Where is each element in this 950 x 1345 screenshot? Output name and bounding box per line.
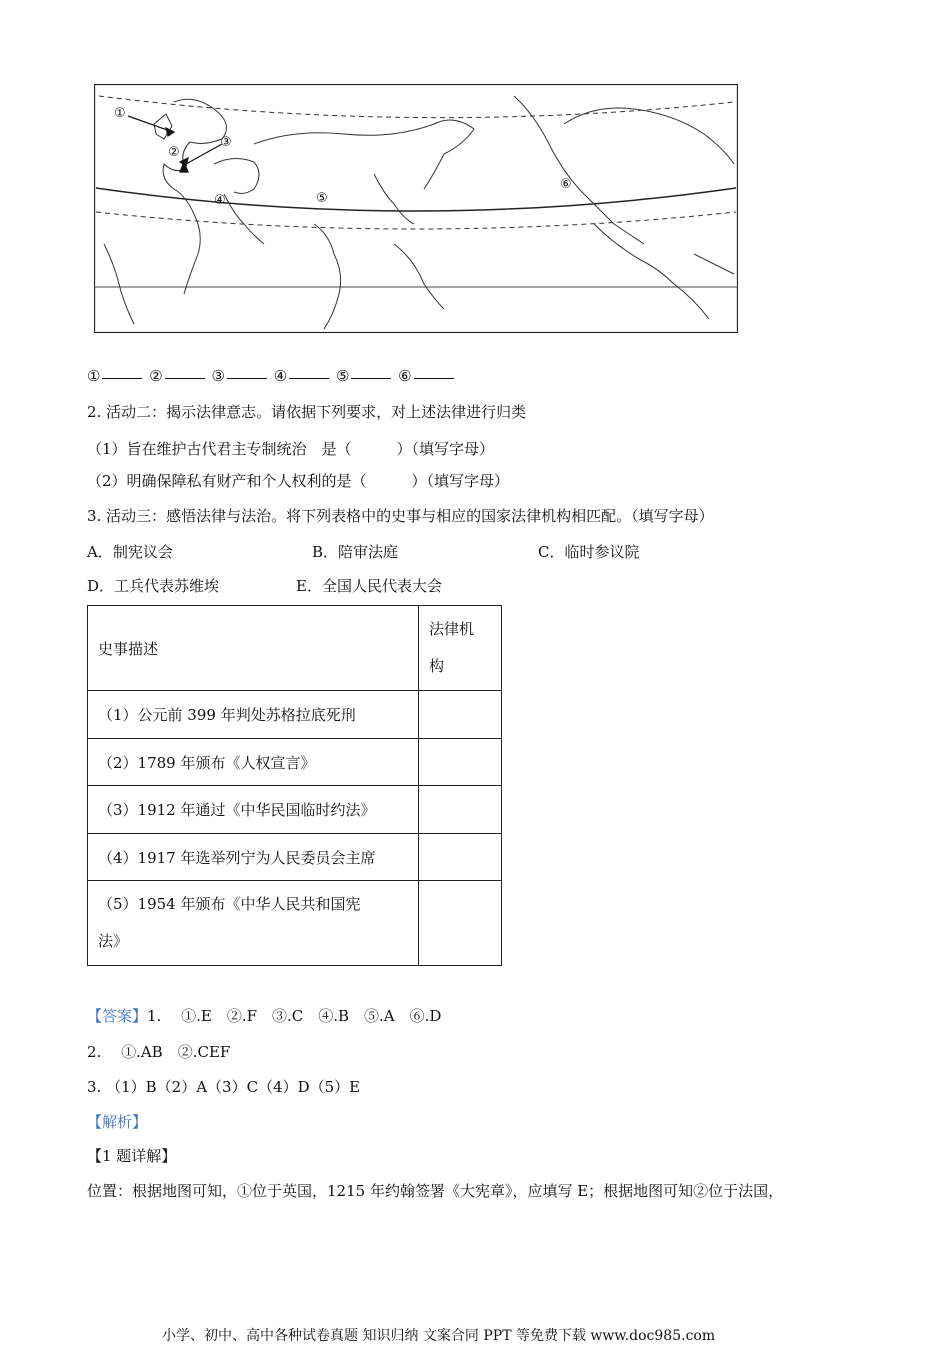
question-2-title: 2. 活动二：揭示法律意志。请依据下列要求，对上述法律进行归类 bbox=[87, 403, 527, 421]
blank-label: ① bbox=[87, 367, 101, 385]
matching-table bbox=[87, 605, 502, 966]
header-org-line: 法律机 bbox=[429, 620, 475, 638]
option-e: E．全国人民代表大会 bbox=[296, 577, 442, 595]
map-marker: ④ bbox=[214, 193, 226, 208]
table-row-event-line: （5）1954 年颁布《中华人民共和国宪 bbox=[98, 895, 361, 913]
table-row-answer-cell[interactable] bbox=[419, 786, 502, 834]
table-row-answer-cell[interactable] bbox=[419, 739, 502, 786]
table-row-event: （2）1789 年颁布《人权宣言》 bbox=[88, 739, 419, 786]
answer-line-3: 3. （1）B（2）A（3）C（4）D（5）E bbox=[87, 1078, 361, 1096]
table-row-event: （4）1917 年选举列宁为人民委员会主席 bbox=[88, 834, 419, 881]
answer-tag: 【答案】 bbox=[87, 1007, 148, 1025]
question-3-title: 3. 活动三：感悟法律与法治。将下列表格中的史事与相应的国家法律机构相匹配。（填写字母） bbox=[87, 507, 714, 525]
answer-line-1 bbox=[87, 1005, 441, 1026]
map-marker: ⑥ bbox=[560, 177, 572, 192]
answer-blank[interactable] bbox=[351, 377, 391, 379]
answer-blank[interactable] bbox=[414, 377, 454, 379]
blank-label: ④ bbox=[273, 367, 288, 385]
table-row-event bbox=[88, 881, 419, 966]
answer-blank[interactable] bbox=[289, 377, 329, 379]
analysis-text: 位置：根据地图可知，①位于英国，1215 年约翰签署《大宪章》，应填写 E；根据地图可知②位于法国， bbox=[87, 1182, 784, 1200]
option-a: A．制宪议会 bbox=[87, 543, 173, 561]
map-marker: ③ bbox=[220, 135, 232, 150]
answer-blank[interactable] bbox=[102, 377, 142, 379]
header-org-line: 构 bbox=[429, 657, 445, 675]
answer-blank[interactable] bbox=[227, 377, 267, 379]
table-row-answer-cell[interactable] bbox=[419, 881, 502, 966]
map-marker: ② bbox=[168, 145, 180, 160]
answer-line-2: 2. ①.AB ②.CEF bbox=[87, 1043, 231, 1061]
table-row-event: （3）1912 年通过《中华民国临时约法》 bbox=[88, 786, 419, 834]
table-row-event-line: 法》 bbox=[98, 932, 129, 950]
option-b: B．陪审法庭 bbox=[312, 543, 399, 561]
blank-label: ⑤ bbox=[335, 367, 350, 385]
blank-label: ③ bbox=[211, 367, 225, 385]
table-row-answer-cell[interactable] bbox=[419, 691, 502, 739]
table-row-event: （1）公元前 399 年判处苏格拉底死刑 bbox=[88, 691, 419, 739]
world-map-figure bbox=[94, 84, 738, 333]
option-c: C．临时参议院 bbox=[538, 543, 640, 561]
question-2-item-1: （1）旨在维护古代君主专制统治 是（ ）（填写字母） bbox=[87, 440, 495, 458]
map-answer-blanks bbox=[87, 367, 456, 385]
blank-label: ② bbox=[149, 367, 163, 385]
map-marker: ① bbox=[114, 106, 126, 121]
header-org bbox=[419, 606, 502, 691]
map-marker: ⑤ bbox=[316, 191, 328, 206]
blank-label: ⑥ bbox=[398, 367, 412, 385]
answer-blank[interactable] bbox=[165, 377, 205, 379]
question-2-item-2: （2）明确保障私有财产和个人权利的是（ ）（填写字母） bbox=[87, 472, 510, 490]
page-footer: 小学、初中、高中各种试卷真题 知识归纳 文案合同 PPT 等免费下载 www.doc985.com bbox=[162, 1328, 716, 1344]
answer-text: 1. ①.E ②.F ③.C ④.B ⑤.A ⑥.D bbox=[147, 1007, 442, 1025]
analysis-tag: 【解析】 bbox=[87, 1113, 148, 1131]
analysis-subheading: 【1 题详解】 bbox=[87, 1147, 177, 1165]
option-d: D．工兵代表苏维埃 bbox=[87, 577, 220, 595]
table-row-answer-cell[interactable] bbox=[419, 834, 502, 881]
header-event: 史事描述 bbox=[88, 606, 419, 691]
